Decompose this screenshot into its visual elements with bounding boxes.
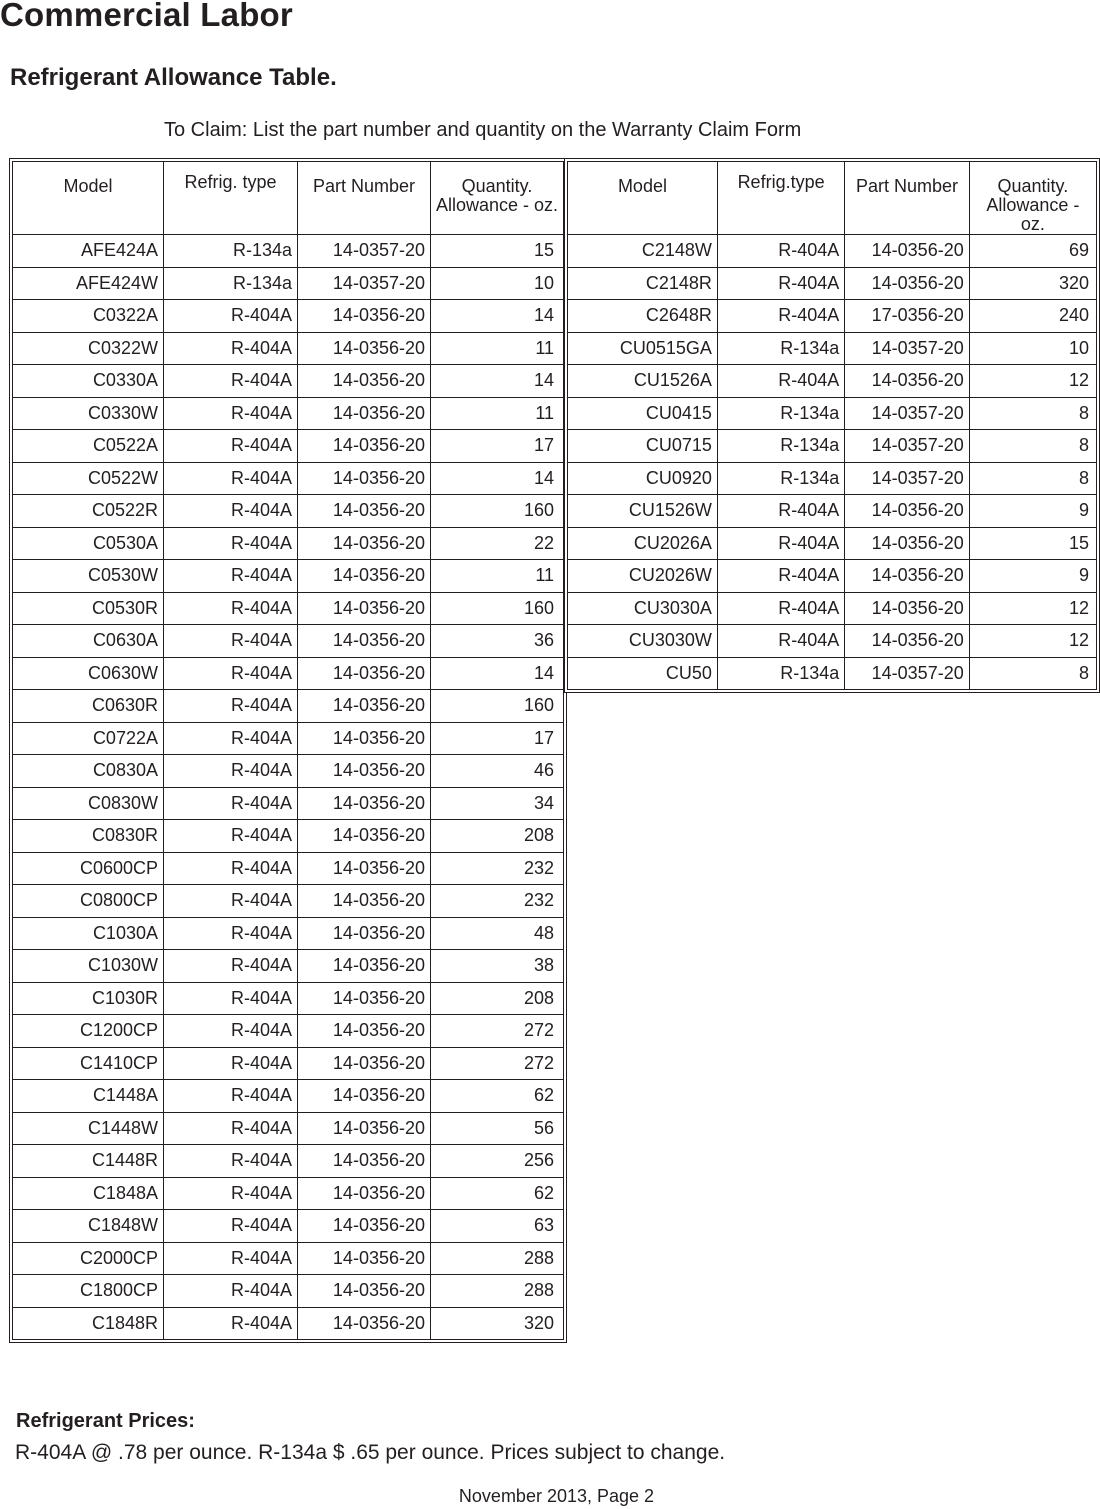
table-row [13,625,564,658]
quantity-cell: 11 [431,397,564,430]
part-number-cell: 14-0356-20 [298,820,431,853]
quantity-cell: 46 [431,755,564,788]
quantity-cell: 12 [969,592,1096,625]
part-number-cell: 14-0356-20 [298,625,431,658]
refrig-type-cell: R-404A [717,267,844,300]
model-cell: C2648R [568,300,718,333]
part-number-cell: 14-0356-20 [298,690,431,723]
table-row [13,300,564,333]
model-cell: C0522R [13,495,164,528]
quantity-cell: 232 [431,852,564,885]
quantity-cell: 320 [431,1307,564,1340]
quantity-cell: 62 [431,1177,564,1210]
refrig-type-cell: R-134a [717,397,844,430]
refrig-type-cell: R-404A [164,495,298,528]
table-row [13,1080,564,1113]
quantity-cell: 63 [431,1210,564,1243]
model-cell: C1848W [13,1210,164,1243]
model-cell: C0830A [13,755,164,788]
part-number-cell: 14-0356-20 [845,267,969,300]
model-cell: CU0715 [568,430,718,463]
refrig-type-cell: R-134a [717,430,844,463]
quantity-cell: 62 [431,1080,564,1113]
part-number-cell: 14-0356-20 [298,657,431,690]
quantity-cell: 256 [431,1145,564,1178]
quantity-cell: 12 [969,365,1096,398]
quantity-cell: 14 [431,300,564,333]
refrig-type-cell: R-134a [164,267,298,300]
quantity-cell: 160 [431,690,564,723]
refrig-type-cell: R-404A [717,300,844,333]
refrig-type-cell: R-404A [164,1080,298,1113]
refrig-type-cell: R-404A [164,722,298,755]
table-row [568,267,1097,300]
quantity-cell: 208 [431,982,564,1015]
refrig-type-cell: R-404A [164,1177,298,1210]
left-allowance-table [9,158,567,1343]
quantity-cell: 8 [969,397,1096,430]
claim-instruction: To Claim: List the part number and quantity on the Warranty Claim Form [164,119,802,141]
refrig-type-cell: R-404A [717,235,844,268]
refrig-type-cell: R-134a [717,462,844,495]
model-cell: C0630W [13,657,164,690]
refrig-type-cell: R-134a [717,332,844,365]
quantity-cell: 34 [431,787,564,820]
model-cell: CU1526A [568,365,718,398]
model-cell: AFE424W [13,267,164,300]
table-row [13,1307,564,1340]
model-cell: C1030W [13,950,164,983]
part-number-cell: 14-0356-20 [298,1210,431,1243]
table-row [13,657,564,690]
quantity-cell: 69 [969,235,1096,268]
quantity-cell: 240 [969,300,1096,333]
refrig-type-cell: R-404A [164,365,298,398]
part-number-cell: 14-0356-20 [298,1177,431,1210]
table-row [13,852,564,885]
model-cell: C1448R [13,1145,164,1178]
quantity-cell: 320 [969,267,1096,300]
quantity-cell: 17 [431,430,564,463]
table-subtitle: Refrigerant Allowance Table. [10,64,337,91]
model-cell: C2148W [568,235,718,268]
part-number-cell: 17-0356-20 [845,300,969,333]
part-number-cell: 14-0356-20 [298,1242,431,1275]
model-column-header: Model [13,162,164,235]
model-cell: C0600CP [13,852,164,885]
part-number-cell: 14-0356-20 [845,235,969,268]
table-header-row [13,162,564,235]
table-row [568,397,1097,430]
refrig-type-cell: R-404A [164,560,298,593]
model-cell: C2148R [568,267,718,300]
refrig-type-cell: R-404A [164,592,298,625]
part-number-cell: 14-0356-20 [298,950,431,983]
quantity-column-header: Quantity. Allowance - oz. [431,162,564,235]
table-row [13,690,564,723]
table-row [13,267,564,300]
refrig-type-cell: R-404A [717,625,844,658]
refrig-type-cell: R-404A [164,820,298,853]
table-row [13,982,564,1015]
part-number-cell: 14-0356-20 [298,1080,431,1113]
table-row [13,950,564,983]
model-cell: C0530R [13,592,164,625]
model-cell: CU0415 [568,397,718,430]
part-number-cell: 14-0357-20 [298,235,431,268]
table-row [568,300,1097,333]
part-number-cell: 14-0356-20 [845,592,969,625]
table-row [13,885,564,918]
table-row [13,527,564,560]
table-row [568,235,1097,268]
refrig-type-cell: R-404A [717,527,844,560]
quantity-cell: 10 [431,267,564,300]
refrig-type-cell: R-404A [164,950,298,983]
refrig-type-cell: R-404A [164,397,298,430]
refrig-type-cell: R-404A [164,527,298,560]
part-number-cell: 14-0356-20 [845,365,969,398]
table-row [13,820,564,853]
quantity-cell: 272 [431,1047,564,1080]
model-cell: C0530W [13,560,164,593]
refrig-type-cell: R-404A [164,462,298,495]
quantity-cell: 160 [431,592,564,625]
model-cell: C2000CP [13,1242,164,1275]
refrig-type-cell: R-404A [164,1275,298,1308]
model-cell: C0800CP [13,885,164,918]
table-row [13,430,564,463]
table-row [13,1047,564,1080]
model-cell: AFE424A [13,235,164,268]
quantity-cell: 288 [431,1242,564,1275]
table-row [13,1015,564,1048]
part-number-cell: 14-0356-20 [298,495,431,528]
table-row [568,592,1097,625]
part-number-cell: 14-0356-20 [298,332,431,365]
quantity-cell: 17 [431,722,564,755]
quantity-column-header: Quantity. Allowance - oz. [969,162,1096,235]
refrig-type-cell: R-404A [164,1145,298,1178]
quantity-cell: 48 [431,917,564,950]
table-row [13,1145,564,1178]
table-row [568,495,1097,528]
part-number-cell: 14-0356-20 [298,1275,431,1308]
quantity-cell: 8 [969,430,1096,463]
quantity-cell: 232 [431,885,564,918]
table-row [13,235,564,268]
page-title: Commercial Labor [0,0,293,33]
part-number-cell: 14-0356-20 [298,592,431,625]
table-header-row [568,162,1097,235]
model-cell: CU3030W [568,625,718,658]
table-row [13,787,564,820]
table-row [568,365,1097,398]
refrig-type-cell: R-404A [164,1307,298,1340]
table-row [13,1112,564,1145]
quantity-cell: 15 [431,235,564,268]
model-cell: CU2026W [568,560,718,593]
part-number-cell: 14-0356-20 [298,397,431,430]
quantity-cell: 10 [969,332,1096,365]
model-cell: C1030R [13,982,164,1015]
refrig-type-cell: R-404A [717,495,844,528]
quantity-cell: 9 [969,560,1096,593]
table-row [13,1275,564,1308]
refrig-type-cell: R-404A [164,430,298,463]
model-cell: C0830R [13,820,164,853]
table-row [13,917,564,950]
part-number-cell: 14-0356-20 [298,885,431,918]
refrigerant-prices-text: R-404A @ .78 per ounce. R-134a $ .65 per ounce. Prices subject to change. [15,1441,726,1464]
part-number-cell: 14-0357-20 [298,267,431,300]
table-row [568,527,1097,560]
part-number-cell: 14-0356-20 [298,722,431,755]
table-row [13,365,564,398]
table-row [13,462,564,495]
part-number-cell: 14-0356-20 [298,852,431,885]
part-number-cell: 14-0356-20 [298,787,431,820]
part-number-cell: 14-0356-20 [845,560,969,593]
part-number-cell: 14-0356-20 [298,755,431,788]
part-number-cell: 14-0356-20 [298,462,431,495]
refrig-type-cell: R-404A [164,690,298,723]
model-cell: C1200CP [13,1015,164,1048]
part-number-cell: 14-0356-20 [845,527,969,560]
quantity-cell: 14 [431,365,564,398]
model-cell: C0330W [13,397,164,430]
quantity-cell: 36 [431,625,564,658]
part-number-cell: 14-0357-20 [845,657,969,690]
refrig-type-cell: R-404A [164,787,298,820]
quantity-cell: 14 [431,462,564,495]
table-row [13,592,564,625]
quantity-cell: 14 [431,657,564,690]
table-row [568,560,1097,593]
table-row [568,462,1097,495]
refrig-type-cell: R-404A [717,560,844,593]
refrig-type-cell: R-404A [164,332,298,365]
refrig-type-cell: R-404A [164,917,298,950]
right-allowance-table [564,158,1100,693]
model-cell: CU2026A [568,527,718,560]
quantity-cell: 22 [431,527,564,560]
refrig-type-cell: R-404A [717,592,844,625]
table-row [13,722,564,755]
quantity-cell: 11 [431,560,564,593]
part-number-cell: 14-0356-20 [298,917,431,950]
table-row [13,1177,564,1210]
refrig-type-cell: R-404A [164,1015,298,1048]
table-row [13,332,564,365]
refrig-type-cell: R-404A [164,852,298,885]
part-number-column-header: Part Number [298,162,431,235]
table-row [568,332,1097,365]
model-cell: C1030A [13,917,164,950]
model-cell: C1448W [13,1112,164,1145]
part-number-cell: 14-0356-20 [298,1015,431,1048]
refrig-type-cell: R-404A [717,365,844,398]
model-cell: CU50 [568,657,718,690]
model-cell: CU0515GA [568,332,718,365]
refrig-type-cell: R-404A [164,885,298,918]
refrig-type-cell: R-134a [717,657,844,690]
part-number-cell: 14-0356-20 [298,560,431,593]
model-cell: C0322W [13,332,164,365]
model-cell: C0630A [13,625,164,658]
model-cell: C0330A [13,365,164,398]
quantity-cell: 15 [969,527,1096,560]
part-number-cell: 14-0357-20 [845,397,969,430]
quantity-cell: 8 [969,462,1096,495]
model-cell: CU1526W [568,495,718,528]
table-row [13,397,564,430]
model-cell: C1410CP [13,1047,164,1080]
model-cell: C0522W [13,462,164,495]
model-cell: C1448A [13,1080,164,1113]
quantity-cell: 8 [969,657,1096,690]
quantity-cell: 208 [431,820,564,853]
quantity-cell: 11 [431,332,564,365]
model-cell: CU0920 [568,462,718,495]
table-row [13,495,564,528]
part-number-cell: 14-0357-20 [845,430,969,463]
part-number-cell: 14-0356-20 [298,365,431,398]
part-number-cell: 14-0356-20 [298,1047,431,1080]
refrig-type-cell: R-404A [164,625,298,658]
refrig-type-cell: R-404A [164,1210,298,1243]
refrig-type-column-header: Refrig.type [717,162,844,235]
refrig-type-cell: R-134a [164,235,298,268]
part-number-cell: 14-0356-20 [298,300,431,333]
part-number-cell: 14-0356-20 [298,527,431,560]
refrig-type-column-header: Refrig. type [164,162,298,235]
table-row [568,657,1097,690]
table-row [568,430,1097,463]
part-number-cell: 14-0357-20 [845,462,969,495]
part-number-cell: 14-0356-20 [845,495,969,528]
quantity-cell: 288 [431,1275,564,1308]
table-row [13,560,564,593]
quantity-cell: 9 [969,495,1096,528]
model-cell: C1848R [13,1307,164,1340]
part-number-cell: 14-0356-20 [298,982,431,1015]
table-row [13,1242,564,1275]
refrig-type-cell: R-404A [164,1047,298,1080]
model-cell: C0522A [13,430,164,463]
model-cell: C1848A [13,1177,164,1210]
quantity-cell: 160 [431,495,564,528]
refrig-type-cell: R-404A [164,300,298,333]
quantity-cell: 56 [431,1112,564,1145]
model-cell: C0830W [13,787,164,820]
part-number-cell: 14-0356-20 [298,1145,431,1178]
model-cell: C0630R [13,690,164,723]
model-column-header: Model [568,162,718,235]
model-cell: C0322A [13,300,164,333]
refrig-type-cell: R-404A [164,657,298,690]
refrig-type-cell: R-404A [164,1112,298,1145]
part-number-cell: 14-0357-20 [845,332,969,365]
part-number-cell: 14-0356-20 [845,625,969,658]
refrig-type-cell: R-404A [164,755,298,788]
model-cell: C0722A [13,722,164,755]
part-number-cell: 14-0356-20 [298,1307,431,1340]
part-number-cell: 14-0356-20 [298,1112,431,1145]
refrig-type-cell: R-404A [164,982,298,1015]
model-cell: CU3030A [568,592,718,625]
table-row [568,625,1097,658]
part-number-cell: 14-0356-20 [298,430,431,463]
quantity-cell: 12 [969,625,1096,658]
model-cell: C1800CP [13,1275,164,1308]
quantity-cell: 38 [431,950,564,983]
model-cell: C0530A [13,527,164,560]
part-number-column-header: Part Number [845,162,969,235]
table-row [13,755,564,788]
refrigerant-prices-heading: Refrigerant Prices: [16,1410,195,1432]
page-footer: November 2013, Page 2 [458,1486,655,1506]
table-row [13,1210,564,1243]
refrig-type-cell: R-404A [164,1242,298,1275]
quantity-cell: 272 [431,1015,564,1048]
